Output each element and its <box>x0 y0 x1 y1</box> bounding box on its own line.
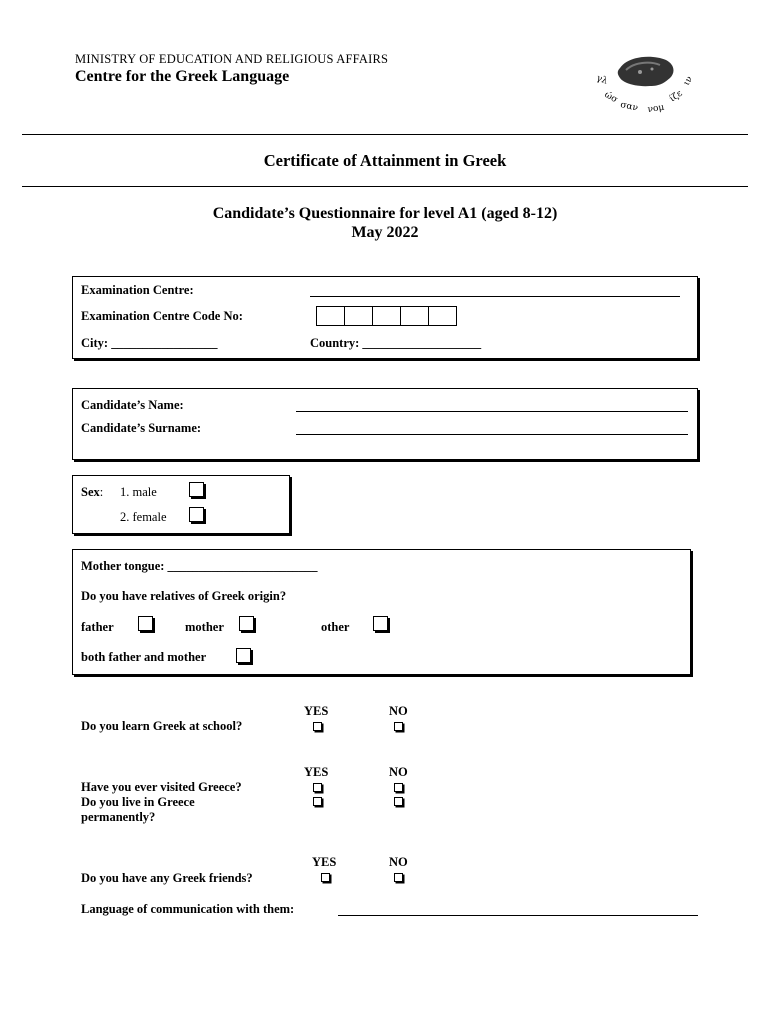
other-checkbox[interactable] <box>373 616 388 631</box>
language-question: Language of communication with them: <box>81 902 295 916</box>
title-rule <box>22 186 748 187</box>
no-header: NO <box>389 765 408 779</box>
other-label: other <box>321 620 350 634</box>
code-digit-box[interactable] <box>373 307 401 325</box>
no-header: NO <box>389 704 408 718</box>
svg-text:ώσ: ώσ <box>602 89 620 106</box>
document-title: Certificate of Attainment in Greek <box>263 151 507 170</box>
exam-code-boxes[interactable] <box>316 306 457 326</box>
code-digit-box[interactable] <box>317 307 345 325</box>
language-field[interactable] <box>338 915 698 916</box>
male-checkbox[interactable] <box>189 482 204 497</box>
svg-text:νομ: νομ <box>647 102 666 115</box>
female-checkbox[interactable] <box>189 507 204 522</box>
svg-text:ίζε: ίζε <box>667 88 685 105</box>
candidate-surname-field[interactable] <box>296 434 688 435</box>
visited-question: Have you ever visited Greece? <box>81 780 242 794</box>
yes-header: YES <box>312 855 337 869</box>
centre-logo <box>590 50 710 120</box>
exam-centre-label: Examination Centre: <box>81 283 194 297</box>
friends-no-checkbox[interactable] <box>394 873 403 882</box>
friends-question: Do you have any Greek friends? <box>81 871 253 885</box>
school-question: Do you learn Greek at school? <box>81 719 243 733</box>
live-question-cont: permanently? <box>81 810 156 824</box>
city-field[interactable]: City: _________________ <box>81 336 218 350</box>
sex-label: Sex: <box>81 485 104 499</box>
questionnaire-date: May 2022 <box>351 224 419 241</box>
both-label: both father and mother <box>81 650 207 664</box>
mother-label: mother <box>185 620 224 634</box>
yes-header: YES <box>304 704 329 718</box>
exam-code-label: Examination Centre Code No: <box>81 309 243 323</box>
code-digit-box[interactable] <box>401 307 429 325</box>
candidate-surname-label: Candidate’s Surname: <box>81 421 202 435</box>
centre-name: Centre for the Greek Language <box>75 68 290 85</box>
no-header: NO <box>389 855 408 869</box>
mother-tongue-field[interactable]: Mother tongue: ________________________ <box>81 559 318 573</box>
code-digit-box[interactable] <box>345 307 373 325</box>
visited-no-checkbox[interactable] <box>394 783 403 792</box>
questionnaire-title: Candidate’s Questionnaire for level A1 (aged 8-12) <box>212 205 558 222</box>
visited-yes-checkbox[interactable] <box>313 783 322 792</box>
sex-section <box>72 475 290 534</box>
school-no-checkbox[interactable] <box>394 722 403 731</box>
friends-yes-checkbox[interactable] <box>321 873 330 882</box>
live-no-checkbox[interactable] <box>394 797 403 806</box>
live-question: Do you live in Greece <box>81 795 195 809</box>
exam-centre-field[interactable] <box>310 296 680 297</box>
school-yes-checkbox[interactable] <box>313 722 322 731</box>
ministry-name: MINISTRY OF EDUCATION AND RELIGIOUS AFFAIRS <box>75 52 389 66</box>
father-label: father <box>81 620 114 634</box>
yes-header: YES <box>304 765 329 779</box>
candidate-name-field[interactable] <box>296 411 688 412</box>
country-field[interactable]: Country: ___________________ <box>310 336 482 350</box>
mother-checkbox[interactable] <box>239 616 254 631</box>
male-label: 1. male <box>120 485 157 499</box>
candidate-name-label: Candidate’s Name: <box>81 398 184 412</box>
code-digit-box[interactable] <box>429 307 456 325</box>
svg-text:γλ: γλ <box>594 73 609 87</box>
live-yes-checkbox[interactable] <box>313 797 322 806</box>
header-rule <box>22 134 748 135</box>
svg-text:σαν: σαν <box>619 100 639 114</box>
father-checkbox[interactable] <box>138 616 153 631</box>
relatives-question: Do you have relatives of Greek origin? <box>81 589 287 603</box>
female-label: 2. female <box>120 510 167 524</box>
both-checkbox[interactable] <box>236 648 251 663</box>
svg-text:ιν: ιν <box>681 74 696 88</box>
